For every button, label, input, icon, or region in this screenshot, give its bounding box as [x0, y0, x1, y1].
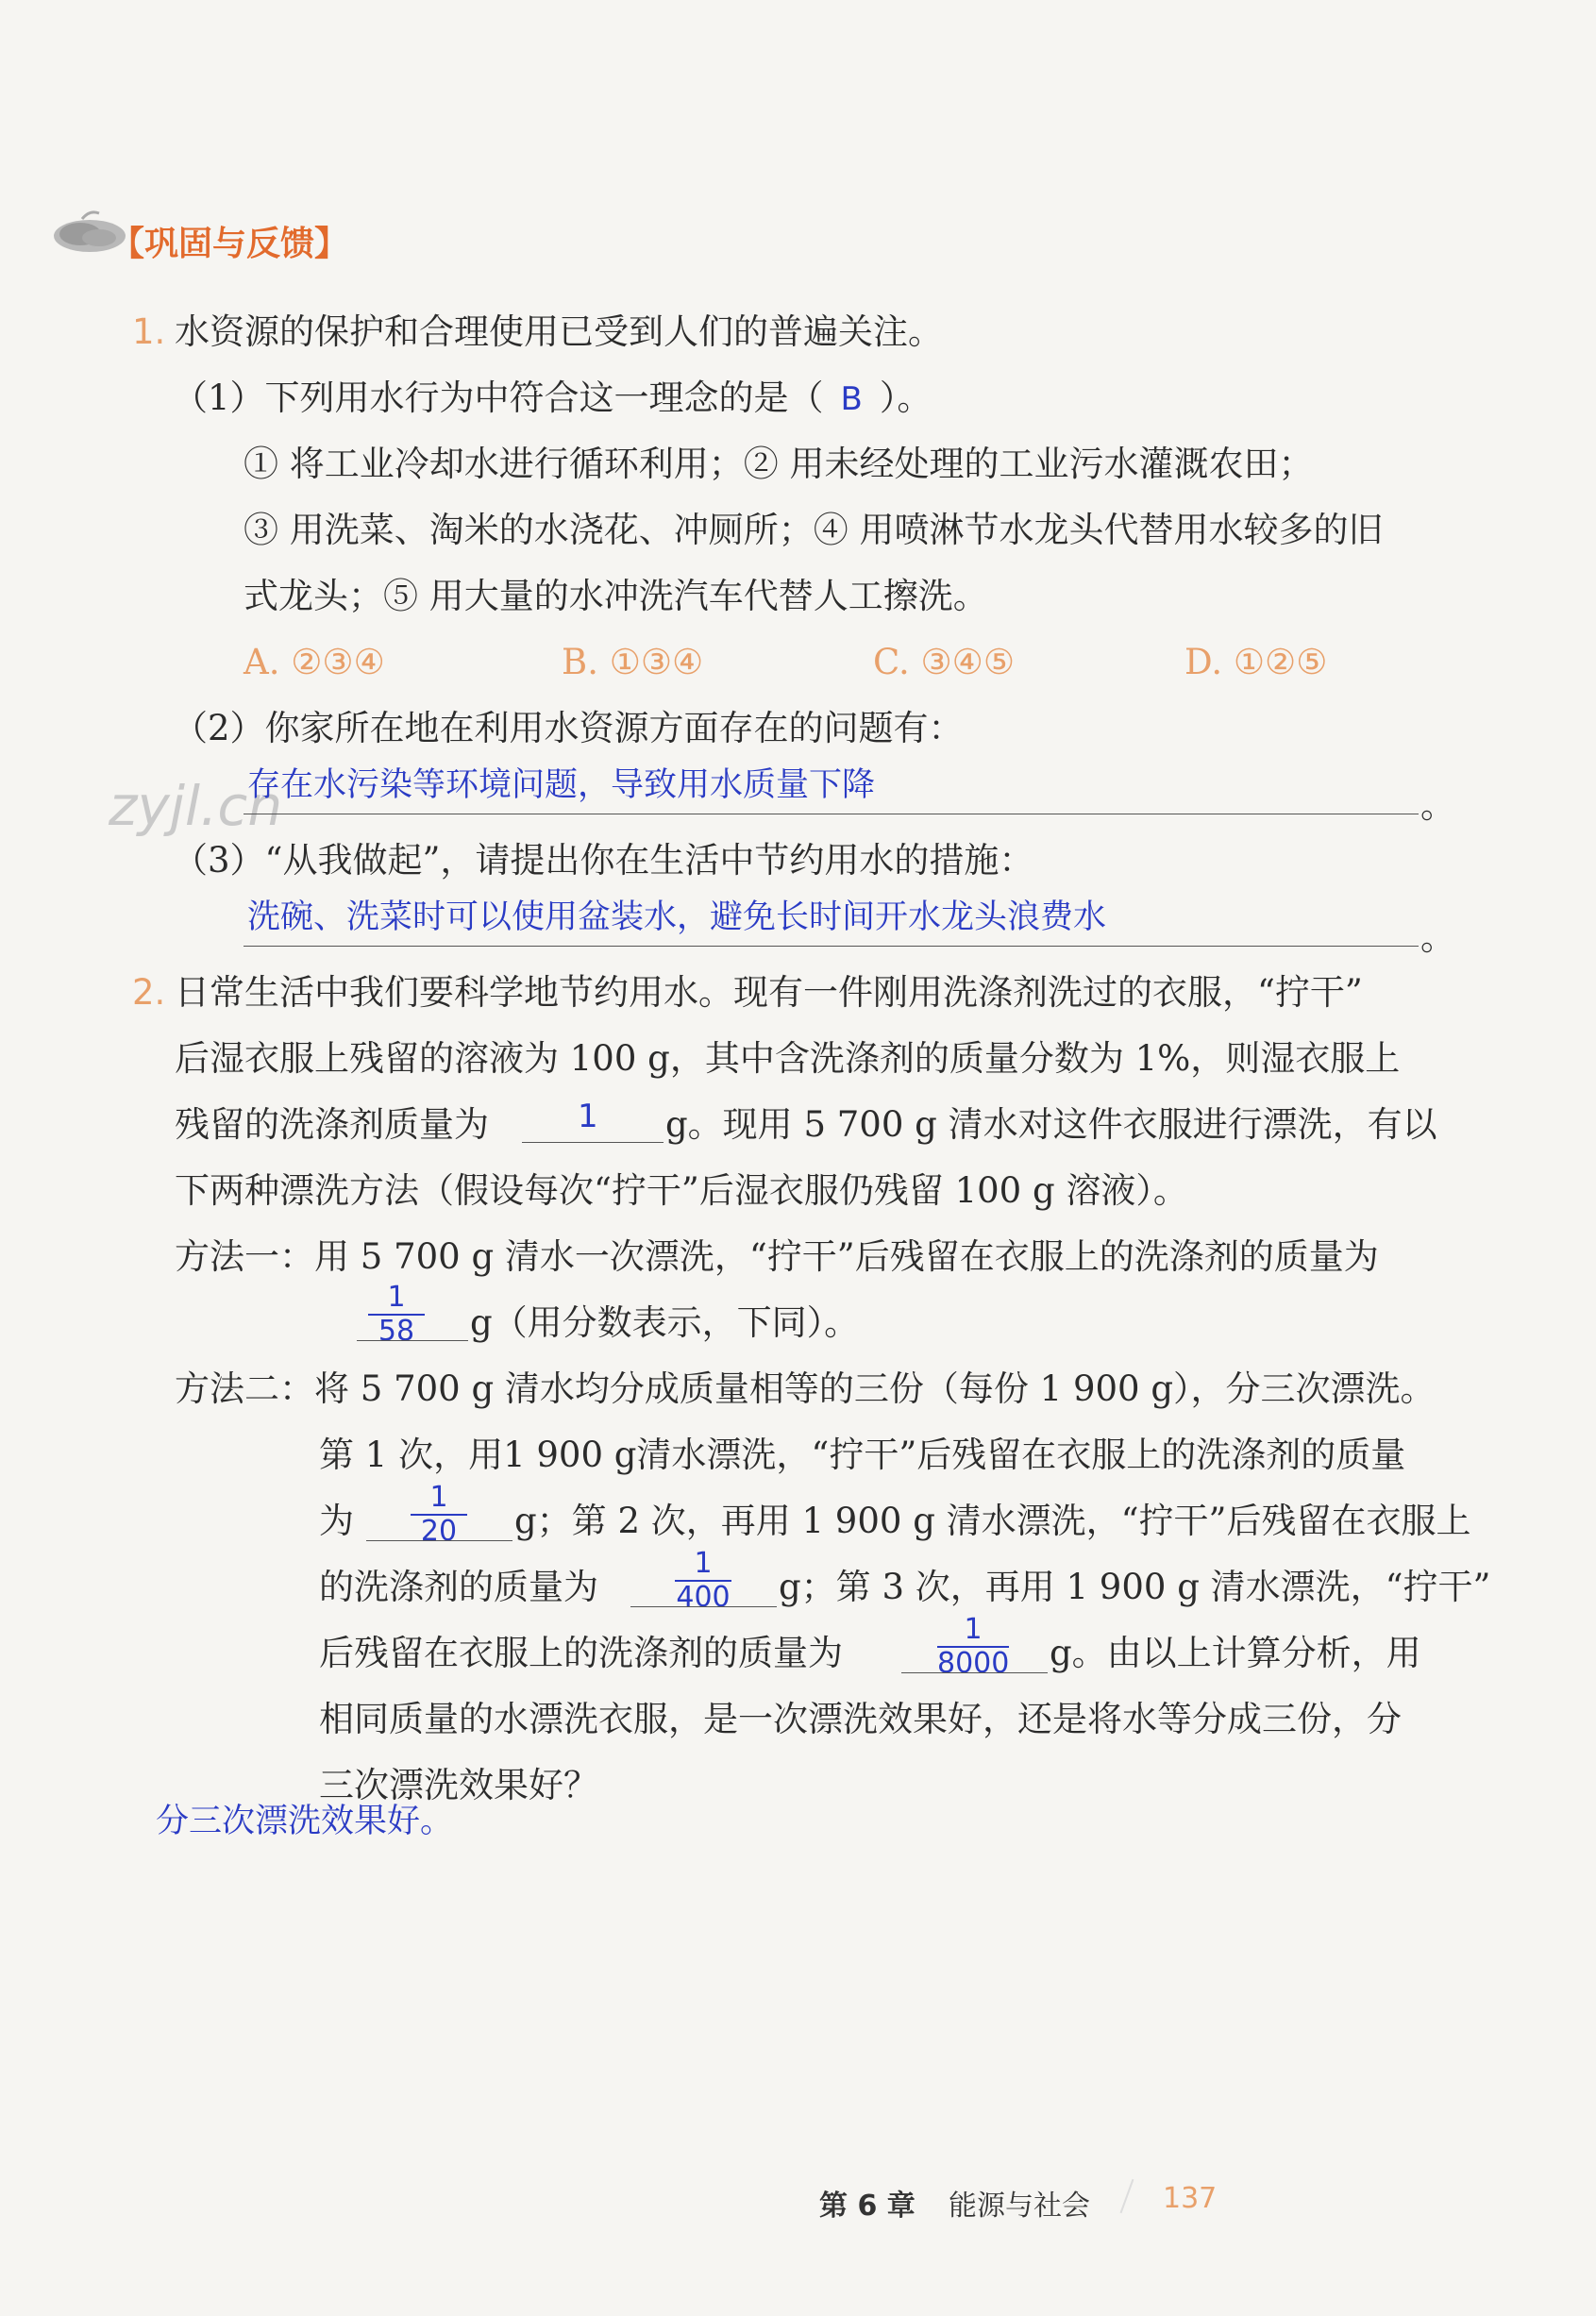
q1-part3-answer-line: [244, 946, 1419, 947]
q2-method2-line-5-before: 后残留在衣服上的洗涤剂的质量为: [319, 1633, 843, 1673]
footer-chapter: 第 6 章: [819, 2190, 916, 2223]
q2-line-4: 下两种漂洗方法（假设每次“拧干”后湿衣服仍残留 100 g 溶液）。: [175, 1170, 1188, 1211]
q1-part3-period: 。: [1420, 917, 1455, 958]
page-number: 137: [1163, 2182, 1218, 2215]
q2-method2-line-1: 方法二：将 5 700 g 清水均分成质量相等的三份（每份 1 900 g），分三次漂洗。: [175, 1368, 1436, 1409]
footer-divider: [1120, 2179, 1134, 2213]
watermark: zyjl.cn: [109, 774, 283, 838]
q1-statement-2: ③ 用洗菜、淘米的水浇花、冲厕所；④ 用喷淋节水龙头代替用水较多的旧: [244, 510, 1384, 550]
q2-method1-answer-line: [357, 1340, 468, 1341]
q1-part1-answer: B: [840, 380, 863, 418]
q1-statement-3: 式龙头；⑤ 用大量的水冲洗汽车代替人工擦洗。: [244, 576, 988, 616]
q2-method1-line: 方法一：用 5 700 g 清水一次漂洗，“拧干”后残留在衣服上的洗涤剂的质量为: [175, 1236, 1379, 1277]
q2-line-2: 后湿衣服上残留的溶液为 100 g，其中含洗涤剂的质量分数为 1%，则湿衣服上: [175, 1038, 1401, 1079]
q2-method2-line-6: 相同质量的水漂洗衣服，是一次漂洗效果好，还是将水等分成三份，分: [319, 1699, 1402, 1739]
q2-line-3-after: g。现用 5 700 g 清水对这件衣服进行漂洗，有以: [665, 1104, 1437, 1145]
q1-option-a: A. ②③④: [244, 642, 385, 682]
q1-number: 1.: [132, 311, 166, 352]
footer-title: 能源与社会: [949, 2190, 1090, 2223]
q2-line-3-before: 残留的洗涤剂质量为: [175, 1104, 489, 1145]
q2-method2-fraction-1: 1 20: [411, 1484, 467, 1546]
q2-method2-line-5-after: g。由以上计算分析，用: [1050, 1633, 1421, 1673]
q1-option-b: B. ①③④: [562, 642, 704, 682]
q2-method2-fraction-2: 1 400: [676, 1547, 731, 1614]
section-title: 【巩固与反馈】: [110, 225, 349, 263]
q2-line-1: 日常生活中我们要科学地节约用水。现有一件刚用洗涤剂洗过的衣服，“拧干”: [175, 972, 1363, 1013]
q1-part3-answer: 洗碗、洗菜时可以使用盆装水，避免长时间开水龙头浪费水: [247, 898, 1107, 936]
q1-stem: 水资源的保护和合理使用已受到人们的普遍关注。: [175, 311, 943, 352]
q1-part2-prompt: （2）你家所在地在利用水资源方面存在的问题有：: [173, 708, 964, 748]
q1-option-d: D. ①②⑤: [1184, 642, 1328, 682]
q2-answer-1: 1: [578, 1098, 598, 1135]
q2-method2-answer-line-2: [630, 1606, 777, 1607]
q2-final-answer: 分三次漂洗效果好。: [156, 1803, 454, 1840]
q2-number: 2.: [132, 972, 166, 1013]
q1-part1-prompt: （1）下列用水行为中符合这一理念的是（ B ）。: [173, 378, 932, 418]
q1-part2-period: 。: [1420, 785, 1455, 826]
q1-option-c: C. ③④⑤: [873, 642, 1016, 682]
q2-method2-line-4-after: g；第 3 次，再用 1 900 g 清水漂洗，“拧干”: [779, 1567, 1491, 1607]
q2-method2-line-4-before: 的洗涤剂的质量为: [319, 1567, 598, 1607]
q2-method1-after: g（用分数表示，下同）。: [470, 1302, 860, 1343]
q1-part2-answer: 存在水污染等环境问题，导致用水质量下降: [247, 766, 876, 804]
q2-method2-line-2: 第 1 次，用1 900 g清水漂洗，“拧干”后残留在衣服上的洗涤剂的质量: [319, 1435, 1406, 1475]
q1-part3-prompt: （3）“从我做起”，请提出你在生活中节约用水的措施：: [173, 840, 1034, 881]
q2-answer-1-line: [522, 1142, 664, 1143]
q2-method2-line-7: 三次漂洗效果好？: [319, 1765, 598, 1805]
q2-method2-fraction-3: 1 8000: [937, 1613, 1010, 1680]
q2-method2-line-3-after: g；第 2 次，再用 1 900 g 清水漂洗，“拧干”后残留在衣服上: [514, 1501, 1471, 1541]
q2-method2-answer-line-1: [366, 1540, 512, 1541]
q1-statement-1: ① 将工业冷却水进行循环利用；② 用未经处理的工业污水灌溉农田；: [244, 444, 1314, 484]
q2-method2-line-3-before: 为: [319, 1501, 354, 1541]
q2-method2-answer-line-3: [901, 1672, 1048, 1673]
q2-method1-fraction: 1 58: [368, 1284, 425, 1346]
